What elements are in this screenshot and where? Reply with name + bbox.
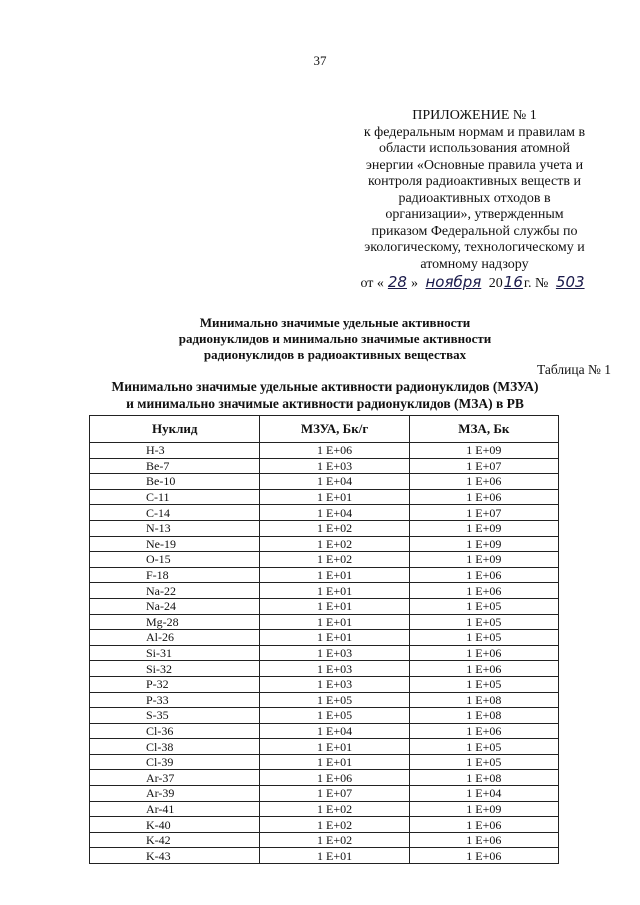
table-row <box>90 505 559 521</box>
mza-cell: 1 Е+09 <box>409 520 558 536</box>
header-nuclide: Нуклид <box>90 416 260 443</box>
table-label: Таблица № 1 <box>537 362 611 377</box>
table-row <box>90 770 559 786</box>
mza-cell: 1 Е+05 <box>409 739 558 755</box>
appendix-line: контроля радиоактивных веществ и <box>368 174 581 189</box>
nuclide-cell: Ne-19 <box>90 536 260 552</box>
mzua-cell: 1 Е+01 <box>260 630 409 646</box>
table-row <box>90 443 559 459</box>
nuclide-cell: P-33 <box>90 692 260 708</box>
nuclide-cell: K-42 <box>90 832 260 848</box>
header-mzua: МЗУА, Бк/г <box>260 416 409 443</box>
nuclide-cell: Si-31 <box>90 645 260 661</box>
nuclide-cell: Al-26 <box>90 630 260 646</box>
appendix-line: приказом Федеральной службы по <box>371 223 578 239</box>
mzua-cell: 1 Е+05 <box>260 708 409 724</box>
mzua-cell: 1 Е+06 <box>260 770 409 786</box>
mzua-cell: 1 Е+02 <box>260 801 409 817</box>
appendix-line: к федеральным нормам и правилам в <box>363 124 586 140</box>
table-row <box>90 630 559 646</box>
nuclide-cell: Mg-28 <box>90 614 260 630</box>
table-row <box>90 645 559 661</box>
mzua-cell: 1 Е+02 <box>260 536 409 552</box>
mza-cell: 1 Е+04 <box>409 786 558 802</box>
mza-cell: 1 Е+09 <box>409 801 558 817</box>
nuclide-cell: O-15 <box>90 552 260 568</box>
mza-cell: 1 Е+06 <box>409 817 558 833</box>
order-month: ноября <box>425 273 482 291</box>
nuclide-cell: Be-7 <box>90 458 260 474</box>
table-row <box>90 832 559 848</box>
table-row <box>90 552 559 568</box>
nuclide-table <box>89 415 559 864</box>
nuclide-cell: Na-22 <box>90 583 260 599</box>
mzua-cell: 1 Е+06 <box>260 443 409 459</box>
mzua-cell: 1 Е+01 <box>260 754 409 770</box>
mzua-cell: 1 Е+01 <box>260 614 409 630</box>
mza-cell: 1 Е+05 <box>409 598 558 614</box>
mza-cell: 1 Е+06 <box>409 723 558 739</box>
table-row <box>90 739 559 755</box>
nuclide-cell: Ar-41 <box>90 801 260 817</box>
mza-cell: 1 Е+06 <box>409 832 558 848</box>
order-year-suffix: 16 <box>503 273 523 291</box>
mzua-cell: 1 Е+03 <box>260 661 409 677</box>
page-number: 37 <box>313 53 327 68</box>
table-row <box>90 676 559 692</box>
mzua-cell: 1 Е+01 <box>260 489 409 505</box>
nuclide-cell: H-3 <box>90 443 260 459</box>
table-row <box>90 723 559 739</box>
mza-cell: 1 Е+05 <box>409 630 558 646</box>
table-row <box>90 801 559 817</box>
mzua-cell: 1 Е+03 <box>260 458 409 474</box>
nuclide-cell: Ar-39 <box>90 786 260 802</box>
nuclide-cell: C-11 <box>90 489 260 505</box>
table-row <box>90 692 559 708</box>
appendix-line: радиоактивных отходов в <box>398 190 551 206</box>
nuclide-cell: P-32 <box>90 676 260 692</box>
nuclide-cell: F-18 <box>90 567 260 583</box>
document-title-line: радионуклидов в радиоактивных веществах <box>203 347 467 362</box>
order-number: 503 <box>555 273 585 291</box>
mza-cell: 1 Е+06 <box>409 848 558 864</box>
table-title <box>90 378 560 412</box>
order-number-label: г. № <box>523 276 549 291</box>
mzua-cell: 1 Е+01 <box>260 598 409 614</box>
appendix-line: энергии «Основные правила учета и <box>365 157 584 173</box>
table-row <box>90 583 559 599</box>
mzua-cell: 1 Е+04 <box>260 723 409 739</box>
appendix-line: экологическому, технологическому и <box>364 240 585 255</box>
mza-cell: 1 Е+06 <box>409 489 558 505</box>
mzua-cell: 1 Е+04 <box>260 474 409 490</box>
appendix-line: организации», утвержденным <box>385 207 564 222</box>
order-reference <box>352 274 597 293</box>
mza-cell: 1 Е+06 <box>409 583 558 599</box>
appendix-line: области использования атомной <box>378 141 571 156</box>
appendix-line: атомному надзору <box>420 256 529 272</box>
table-row <box>90 661 559 677</box>
document-title-line: Минимально значимые удельные активности <box>199 315 471 330</box>
mzua-cell: 1 Е+01 <box>260 583 409 599</box>
nuclide-cell: Cl-38 <box>90 739 260 755</box>
mza-cell: 1 Е+05 <box>409 676 558 692</box>
mza-cell: 1 Е+06 <box>409 645 558 661</box>
table-row <box>90 786 559 802</box>
nuclide-cell: Cl-39 <box>90 754 260 770</box>
table-row <box>90 708 559 724</box>
mzua-cell: 1 Е+02 <box>260 817 409 833</box>
table-row <box>90 567 559 583</box>
table-title-line: Минимально значимые удельные активности радионуклидов (МЗУА) <box>111 379 539 394</box>
nuclide-cell: Be-10 <box>90 474 260 490</box>
table-row <box>90 520 559 536</box>
table-row <box>90 614 559 630</box>
mza-cell: 1 Е+09 <box>409 552 558 568</box>
table-row <box>90 489 559 505</box>
appendix-block <box>352 108 597 293</box>
mza-cell: 1 Е+06 <box>409 474 558 490</box>
mza-cell: 1 Е+09 <box>409 536 558 552</box>
nuclide-cell: S-35 <box>90 708 260 724</box>
nuclide-cell: Si-32 <box>90 661 260 677</box>
nuclide-cell: Ar-37 <box>90 770 260 786</box>
nuclide-cell: C-14 <box>90 505 260 521</box>
nuclide-cell: K-40 <box>90 817 260 833</box>
header-mza: МЗА, Бк <box>409 416 558 443</box>
document-title-line: радионуклидов и минимально значимые активности <box>178 331 492 346</box>
table-row <box>90 848 559 864</box>
appendix-heading: ПРИЛОЖЕНИЕ № 1 <box>412 108 537 123</box>
mzua-cell: 1 Е+02 <box>260 520 409 536</box>
mza-cell: 1 Е+07 <box>409 505 558 521</box>
table-row <box>90 474 559 490</box>
mza-cell: 1 Е+08 <box>409 770 558 786</box>
mza-cell: 1 Е+08 <box>409 708 558 724</box>
mzua-cell: 1 Е+02 <box>260 832 409 848</box>
mzua-cell: 1 Е+03 <box>260 645 409 661</box>
table-title-line: и минимально значимые активности радионуклидов (МЗА) в РВ <box>126 396 524 411</box>
mzua-cell: 1 Е+01 <box>260 848 409 864</box>
mza-cell: 1 Е+06 <box>409 567 558 583</box>
order-quote: » <box>410 276 418 291</box>
table-body <box>90 443 559 864</box>
mzua-cell: 1 Е+03 <box>260 676 409 692</box>
mzua-cell: 1 Е+04 <box>260 505 409 521</box>
nuclide-cell: Cl-36 <box>90 723 260 739</box>
table-row <box>90 598 559 614</box>
mzua-cell: 1 Е+01 <box>260 567 409 583</box>
table-header-row <box>90 416 559 443</box>
mza-cell: 1 Е+08 <box>409 692 558 708</box>
table-row <box>90 536 559 552</box>
table-row <box>90 817 559 833</box>
order-day: 28 <box>387 273 407 291</box>
mza-cell: 1 Е+06 <box>409 661 558 677</box>
mzua-cell: 1 Е+02 <box>260 552 409 568</box>
table-row <box>90 754 559 770</box>
order-prefix: от « <box>360 276 384 291</box>
nuclide-cell: K-43 <box>90 848 260 864</box>
mza-cell: 1 Е+09 <box>409 443 558 459</box>
mzua-cell: 1 Е+05 <box>260 692 409 708</box>
mzua-cell: 1 Е+01 <box>260 739 409 755</box>
mzua-cell: 1 Е+07 <box>260 786 409 802</box>
order-year-prefix: 20 <box>488 276 503 291</box>
mza-cell: 1 Е+05 <box>409 754 558 770</box>
table-row <box>90 458 559 474</box>
nuclide-cell: N-13 <box>90 520 260 536</box>
mza-cell: 1 Е+05 <box>409 614 558 630</box>
document-title <box>140 315 530 363</box>
mza-cell: 1 Е+07 <box>409 458 558 474</box>
nuclide-cell: Na-24 <box>90 598 260 614</box>
